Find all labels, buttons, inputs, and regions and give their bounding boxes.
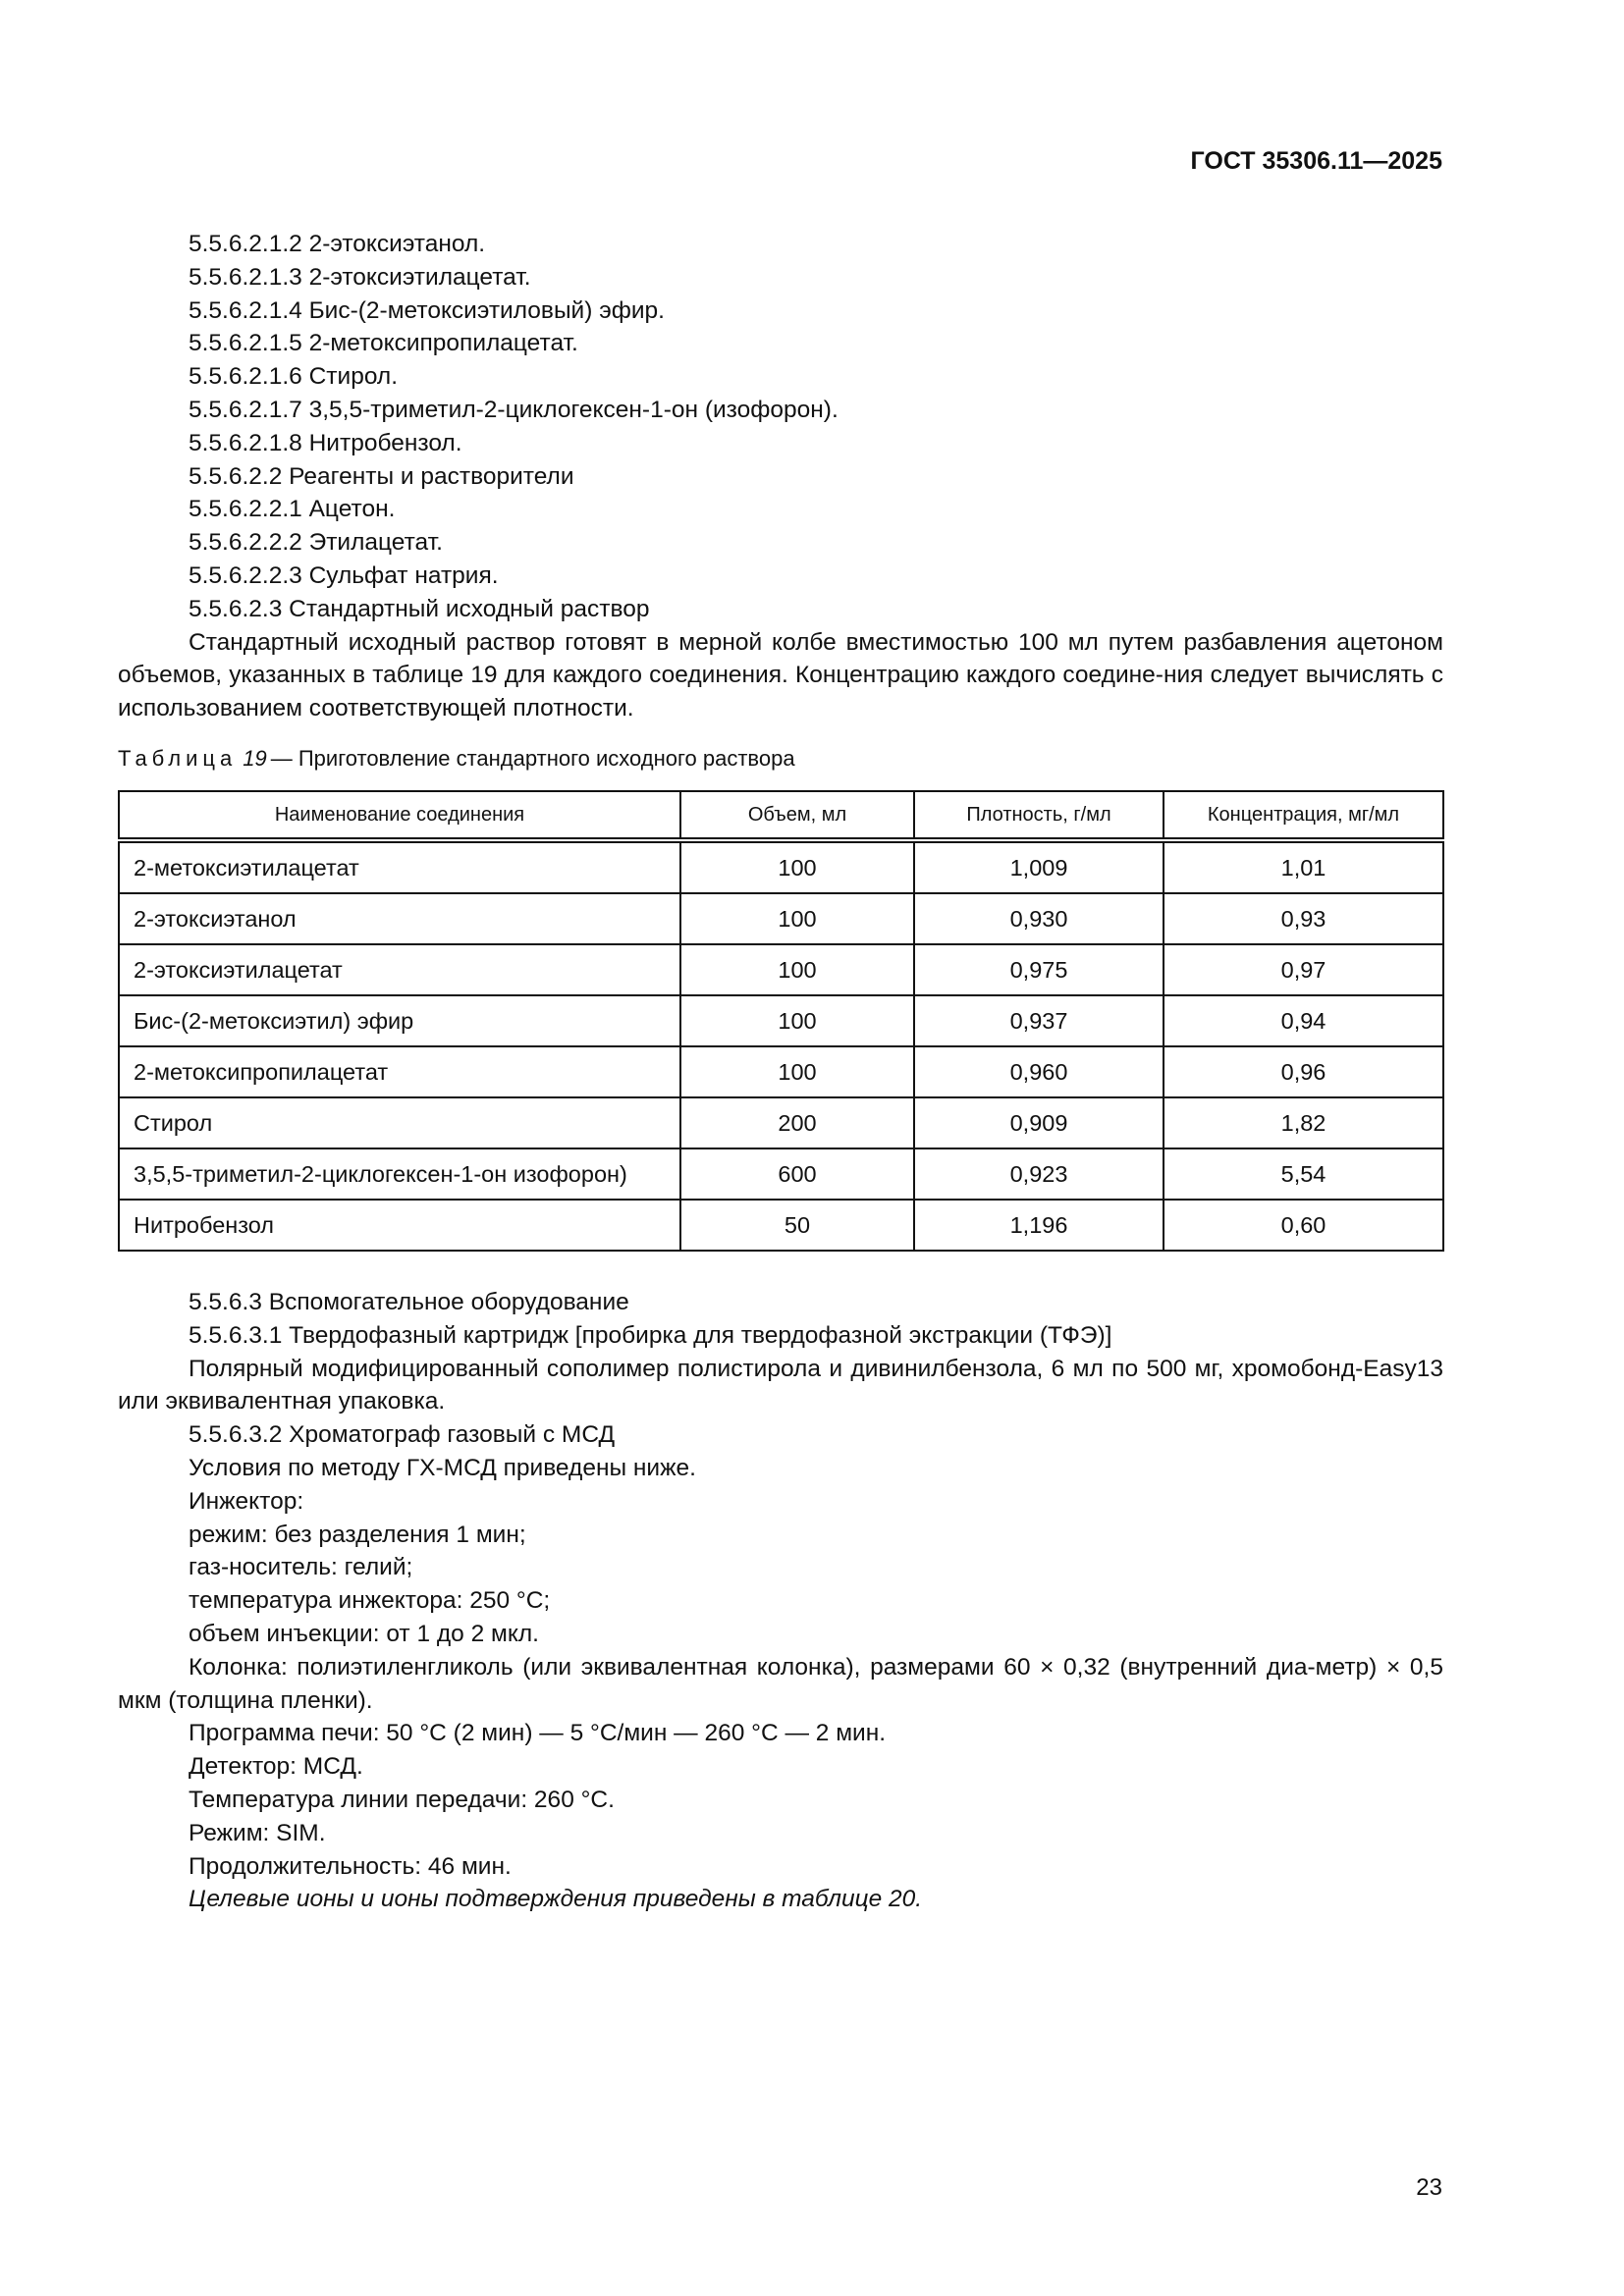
cell-compound: Нитробензол (119, 1200, 680, 1251)
paragraph: 5.5.6.2.1.6 Стирол. (189, 363, 399, 391)
paragraph: 5.5.6.2.2 Реагенты и растворители (189, 462, 574, 490)
paragraph: 5.5.6.2.2.1 Ацетон. (189, 496, 396, 523)
cell-volume: 200 (680, 1097, 914, 1148)
caption-text: — Приготовление стандартного исходного раствора (270, 746, 795, 771)
paragraph: 5.5.6.2.2.2 Этилацетат. (189, 529, 443, 557)
cell-compound: 2-метоксиэтилацетат (119, 840, 680, 893)
cell-compound: Бис-(2-метоксиэтил) эфир (119, 995, 680, 1046)
cell-concentration: 0,96 (1164, 1046, 1443, 1097)
table-row (119, 893, 1443, 944)
header-volume: Объем, мл (680, 791, 914, 840)
paragraph: 5.5.6.2.1.4 Бис-(2-метоксиэтиловый) эфир. (189, 296, 665, 324)
paragraph: температура инжектора: 250 °С; (189, 1587, 551, 1615)
table-header-row (119, 791, 1443, 840)
header-density: Плотность, г/мл (914, 791, 1164, 840)
paragraph: 5.5.6.2.1.8 Нитробензол. (189, 429, 462, 456)
header-concentration: Концентрация, мг/мл (1164, 791, 1443, 840)
paragraph: 5.5.6.2.1.7 3,5,5-триметил-2-циклогексен-1-он (изофорон). (189, 396, 839, 423)
paragraph: Колонка: полиэтиленгликоль (или эквивалентная колонка), размерами 60 × 0,32 (внутренний диа-метр) × 0,5 мкм (толщина пленки). (118, 1653, 1443, 1714)
table-row (119, 1097, 1443, 1148)
cell-compound: 2-этоксиэтанол (119, 893, 680, 944)
cell-density: 0,930 (914, 893, 1164, 944)
table-row (119, 1046, 1443, 1097)
cell-volume: 100 (680, 1046, 914, 1097)
page-number: 23 (1416, 2174, 1442, 2201)
cell-concentration: 5,54 (1164, 1148, 1443, 1200)
cell-density: 0,960 (914, 1046, 1164, 1097)
paragraph: режим: без разделения 1 мин; (189, 1521, 526, 1548)
cell-compound: 3,5,5-триметил-2-циклогексен-1-он изофорон) (119, 1148, 680, 1200)
cell-compound: Стирол (119, 1097, 680, 1148)
cell-volume: 100 (680, 944, 914, 995)
cell-concentration: 1,01 (1164, 840, 1443, 893)
cell-density: 1,009 (914, 840, 1164, 893)
cell-volume: 100 (680, 893, 914, 944)
table-row (119, 1148, 1443, 1200)
paragraph: Инжектор: (189, 1487, 304, 1515)
paragraph: объем инъекции: от 1 до 2 мкл. (189, 1620, 539, 1647)
paragraph: газ-носитель: гелий; (189, 1554, 413, 1581)
cell-volume: 100 (680, 840, 914, 893)
paragraph: Условия по методу ГХ-МСД приведены ниже. (189, 1454, 696, 1481)
paragraph: 5.5.6.2.3 Стандартный исходный раствор (189, 595, 650, 622)
cell-density: 1,196 (914, 1200, 1164, 1251)
cell-concentration: 0,94 (1164, 995, 1443, 1046)
cell-volume: 600 (680, 1148, 914, 1200)
paragraph: 5.5.6.3.2 Хроматограф газовый с МСД (189, 1421, 616, 1449)
header-compound: Наименование соединения (119, 791, 680, 840)
standard-solution-table (118, 790, 1444, 1252)
paragraph: Полярный модифицированный сополимер полистирола и дивинилбензола, 6 мл по 500 мг, хромобонд-Easy13 или эквивалентная упаковка. (118, 1355, 1443, 1415)
cell-volume: 100 (680, 995, 914, 1046)
paragraph: Целевые ионы и ионы подтверждения приведены в таблице 20. (189, 1886, 923, 1913)
cell-density: 0,909 (914, 1097, 1164, 1148)
paragraph: Программа печи: 50 °С (2 мин) — 5 °С/мин — 260 °С — 2 мин. (189, 1720, 887, 1747)
paragraph: Температура линии передачи: 260 °С. (189, 1786, 615, 1813)
table-row (119, 995, 1443, 1046)
paragraph: 5.5.6.3 Вспомогательное оборудование (189, 1289, 629, 1315)
cell-density: 0,937 (914, 995, 1164, 1046)
cell-concentration: 1,82 (1164, 1097, 1443, 1148)
paragraph: Детектор: МСД. (189, 1753, 363, 1781)
cell-concentration: 0,60 (1164, 1200, 1443, 1251)
cell-volume: 50 (680, 1200, 914, 1251)
table-row (119, 944, 1443, 995)
cell-concentration: 0,97 (1164, 944, 1443, 995)
paragraph: Режим: SIM. (189, 1819, 326, 1846)
cell-concentration: 0,93 (1164, 893, 1443, 944)
table-caption (118, 746, 795, 772)
paragraph: 5.5.6.2.2.3 Сульфат натрия. (189, 561, 499, 589)
cell-density: 0,975 (914, 944, 1164, 995)
caption-word: Таблица (118, 746, 238, 771)
paragraph: 5.5.6.2.1.3 2-этоксиэтилацетат. (189, 263, 531, 291)
paragraph: Продолжительность: 46 мин. (189, 1852, 512, 1880)
caption-number: 19 (243, 746, 267, 771)
paragraph: Стандартный исходный раствор готовят в мерной колбе вместимостью 100 мл путем разбавления ацетоном объемов, указанных в таблице 19 для каждого соединения. Концентрацию каждого соедине-ния следует вычислять с использованием соответствующей плотности. (118, 628, 1443, 722)
cell-density: 0,923 (914, 1148, 1164, 1200)
table-row (119, 1200, 1443, 1251)
section-reagents (118, 228, 1443, 725)
paragraph: 5.5.6.2.1.2 2-этоксиэтанол. (189, 231, 486, 257)
section-equipment (118, 1286, 1443, 1916)
paragraph: 5.5.6.3.1 Твердофазный картридж [пробирка для твердофазной экстракции (ТФЭ)] (189, 1321, 1112, 1349)
cell-compound: 2-этоксиэтилацетат (119, 944, 680, 995)
cell-compound: 2-метоксипропилацетат (119, 1046, 680, 1097)
table-row (119, 840, 1443, 893)
document-header: ГОСТ 35306.11—2025 (1190, 147, 1442, 175)
paragraph: 5.5.6.2.1.5 2-метоксипропилацетат. (189, 330, 578, 357)
